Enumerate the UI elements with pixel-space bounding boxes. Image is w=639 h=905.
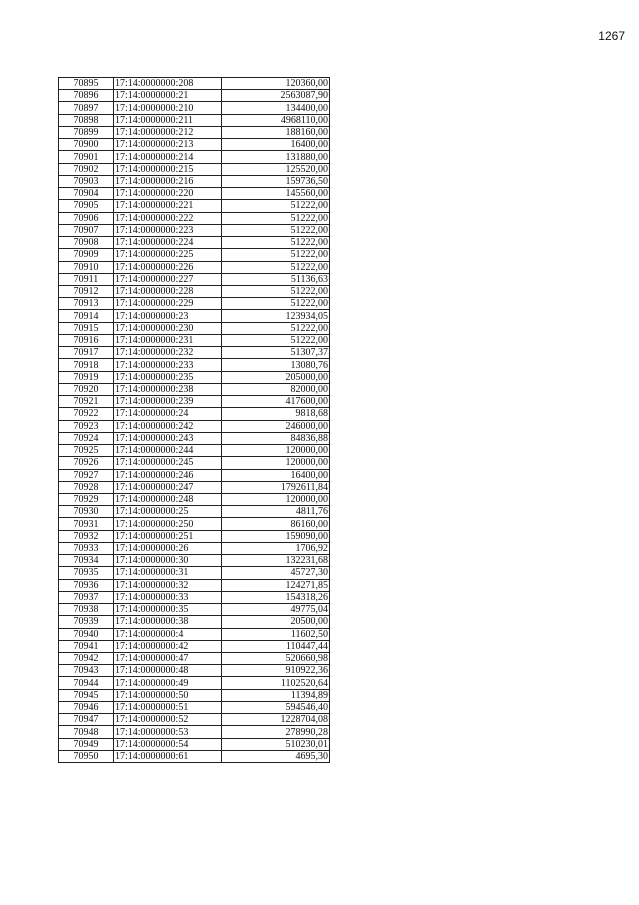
value-cell: 13080,76 bbox=[222, 359, 330, 371]
table-row bbox=[59, 212, 330, 224]
table-row bbox=[59, 518, 330, 530]
value-cell: 1228704,08 bbox=[222, 714, 330, 726]
table-row bbox=[59, 151, 330, 163]
value-cell: 120360,00 bbox=[222, 78, 330, 90]
row-number-cell: 70914 bbox=[59, 310, 114, 322]
cadastral-number-cell: 17:14:0000000:54 bbox=[114, 738, 222, 750]
value-cell: 120000,00 bbox=[222, 457, 330, 469]
value-cell: 910922,36 bbox=[222, 665, 330, 677]
row-number-cell: 70903 bbox=[59, 175, 114, 187]
value-cell: 45727,30 bbox=[222, 567, 330, 579]
row-number-cell: 70941 bbox=[59, 640, 114, 652]
row-number-cell: 70948 bbox=[59, 726, 114, 738]
value-cell: 9818,68 bbox=[222, 408, 330, 420]
row-number-cell: 70909 bbox=[59, 249, 114, 261]
cadastral-number-cell: 17:14:0000000:232 bbox=[114, 347, 222, 359]
row-number-cell: 70938 bbox=[59, 604, 114, 616]
value-cell: 123934,05 bbox=[222, 310, 330, 322]
cadastral-number-cell: 17:14:0000000:251 bbox=[114, 530, 222, 542]
row-number-cell: 70939 bbox=[59, 616, 114, 628]
cadastral-number-cell: 17:14:0000000:250 bbox=[114, 518, 222, 530]
cadastral-number-cell: 17:14:0000000:248 bbox=[114, 493, 222, 505]
table-row bbox=[59, 432, 330, 444]
value-cell: 51222,00 bbox=[222, 237, 330, 249]
table-row bbox=[59, 139, 330, 151]
row-number-cell: 70946 bbox=[59, 701, 114, 713]
table-row bbox=[59, 126, 330, 138]
table-row bbox=[59, 653, 330, 665]
table-row bbox=[59, 78, 330, 90]
value-cell: 124271,85 bbox=[222, 579, 330, 591]
table-row bbox=[59, 555, 330, 567]
table-row bbox=[59, 591, 330, 603]
value-cell: 51222,00 bbox=[222, 298, 330, 310]
table-row bbox=[59, 506, 330, 518]
table-row bbox=[59, 90, 330, 102]
cadastral-number-cell: 17:14:0000000:211 bbox=[114, 114, 222, 126]
value-cell: 4695,30 bbox=[222, 750, 330, 762]
table-row bbox=[59, 359, 330, 371]
cadastral-number-cell: 17:14:0000000:227 bbox=[114, 273, 222, 285]
table-row bbox=[59, 102, 330, 114]
value-cell: 82000,00 bbox=[222, 383, 330, 395]
table-row bbox=[59, 481, 330, 493]
value-cell: 51222,00 bbox=[222, 334, 330, 346]
value-cell: 20500,00 bbox=[222, 616, 330, 628]
value-cell: 159090,00 bbox=[222, 530, 330, 542]
value-cell: 110447,44 bbox=[222, 640, 330, 652]
row-number-cell: 70935 bbox=[59, 567, 114, 579]
value-cell: 51136,63 bbox=[222, 273, 330, 285]
cadastral-number-cell: 17:14:0000000:230 bbox=[114, 322, 222, 334]
row-number-cell: 70904 bbox=[59, 188, 114, 200]
row-number-cell: 70923 bbox=[59, 420, 114, 432]
table-row bbox=[59, 457, 330, 469]
table-row bbox=[59, 249, 330, 261]
value-cell: 51222,00 bbox=[222, 200, 330, 212]
row-number-cell: 70929 bbox=[59, 493, 114, 505]
table-row bbox=[59, 628, 330, 640]
row-number-cell: 70919 bbox=[59, 371, 114, 383]
cadastral-number-cell: 17:14:0000000:4 bbox=[114, 628, 222, 640]
value-cell: 131880,00 bbox=[222, 151, 330, 163]
table-row bbox=[59, 285, 330, 297]
table-row bbox=[59, 298, 330, 310]
row-number-cell: 70918 bbox=[59, 359, 114, 371]
cadastral-number-cell: 17:14:0000000:48 bbox=[114, 665, 222, 677]
row-number-cell: 70926 bbox=[59, 457, 114, 469]
cadastral-number-cell: 17:14:0000000:24 bbox=[114, 408, 222, 420]
row-number-cell: 70917 bbox=[59, 347, 114, 359]
row-number-cell: 70901 bbox=[59, 151, 114, 163]
row-number-cell: 70911 bbox=[59, 273, 114, 285]
value-cell: 120000,00 bbox=[222, 493, 330, 505]
cadastral-number-cell: 17:14:0000000:23 bbox=[114, 310, 222, 322]
cadastral-number-cell: 17:14:0000000:242 bbox=[114, 420, 222, 432]
row-number-cell: 70947 bbox=[59, 714, 114, 726]
row-number-cell: 70916 bbox=[59, 334, 114, 346]
row-number-cell: 70920 bbox=[59, 383, 114, 395]
table-row bbox=[59, 310, 330, 322]
cadastral-number-cell: 17:14:0000000:42 bbox=[114, 640, 222, 652]
table-row bbox=[59, 237, 330, 249]
cadastral-number-cell: 17:14:0000000:38 bbox=[114, 616, 222, 628]
table-row bbox=[59, 579, 330, 591]
table-row bbox=[59, 665, 330, 677]
table-row bbox=[59, 604, 330, 616]
cadastral-number-cell: 17:14:0000000:233 bbox=[114, 359, 222, 371]
table-row bbox=[59, 383, 330, 395]
table-row bbox=[59, 726, 330, 738]
cadastral-number-cell: 17:14:0000000:223 bbox=[114, 224, 222, 236]
cadastral-number-cell: 17:14:0000000:21 bbox=[114, 90, 222, 102]
value-cell: 134400,00 bbox=[222, 102, 330, 114]
row-number-cell: 70902 bbox=[59, 163, 114, 175]
table-row bbox=[59, 567, 330, 579]
row-number-cell: 70913 bbox=[59, 298, 114, 310]
row-number-cell: 70899 bbox=[59, 126, 114, 138]
row-number-cell: 70910 bbox=[59, 261, 114, 273]
table-row bbox=[59, 273, 330, 285]
value-cell: 594546,40 bbox=[222, 701, 330, 713]
cadastral-number-cell: 17:14:0000000:216 bbox=[114, 175, 222, 187]
row-number-cell: 70940 bbox=[59, 628, 114, 640]
table-row bbox=[59, 420, 330, 432]
cadastral-number-cell: 17:14:0000000:247 bbox=[114, 481, 222, 493]
row-number-cell: 70930 bbox=[59, 506, 114, 518]
cadastral-number-cell: 17:14:0000000:246 bbox=[114, 469, 222, 481]
row-number-cell: 70898 bbox=[59, 114, 114, 126]
value-cell: 51222,00 bbox=[222, 285, 330, 297]
row-number-cell: 70925 bbox=[59, 445, 114, 457]
value-cell: 154318,26 bbox=[222, 591, 330, 603]
cadastral-number-cell: 17:14:0000000:245 bbox=[114, 457, 222, 469]
row-number-cell: 70949 bbox=[59, 738, 114, 750]
table-row bbox=[59, 347, 330, 359]
cadastral-number-cell: 17:14:0000000:210 bbox=[114, 102, 222, 114]
value-cell: 1706,92 bbox=[222, 542, 330, 554]
cadastral-number-cell: 17:14:0000000:228 bbox=[114, 285, 222, 297]
cadastral-number-cell: 17:14:0000000:214 bbox=[114, 151, 222, 163]
row-number-cell: 70912 bbox=[59, 285, 114, 297]
cadastral-number-cell: 17:14:0000000:213 bbox=[114, 139, 222, 151]
row-number-cell: 70907 bbox=[59, 224, 114, 236]
value-cell: 188160,00 bbox=[222, 126, 330, 138]
row-number-cell: 70927 bbox=[59, 469, 114, 481]
row-number-cell: 70896 bbox=[59, 90, 114, 102]
value-cell: 51222,00 bbox=[222, 322, 330, 334]
value-cell: 51222,00 bbox=[222, 212, 330, 224]
row-number-cell: 70915 bbox=[59, 322, 114, 334]
table-row bbox=[59, 738, 330, 750]
cadastral-number-cell: 17:14:0000000:235 bbox=[114, 371, 222, 383]
table-row bbox=[59, 408, 330, 420]
registry-table bbox=[58, 77, 330, 763]
cadastral-number-cell: 17:14:0000000:35 bbox=[114, 604, 222, 616]
cadastral-number-cell: 17:14:0000000:25 bbox=[114, 506, 222, 518]
cadastral-number-cell: 17:14:0000000:224 bbox=[114, 237, 222, 249]
value-cell: 145560,00 bbox=[222, 188, 330, 200]
table-row bbox=[59, 689, 330, 701]
value-cell: 1792611,84 bbox=[222, 481, 330, 493]
table-row bbox=[59, 701, 330, 713]
value-cell: 51222,00 bbox=[222, 261, 330, 273]
row-number-cell: 70936 bbox=[59, 579, 114, 591]
row-number-cell: 70933 bbox=[59, 542, 114, 554]
value-cell: 51307,37 bbox=[222, 347, 330, 359]
registry-table-body bbox=[59, 78, 330, 763]
table-row bbox=[59, 261, 330, 273]
value-cell: 205000,00 bbox=[222, 371, 330, 383]
value-cell: 2563087,90 bbox=[222, 90, 330, 102]
table-row bbox=[59, 175, 330, 187]
table-row bbox=[59, 334, 330, 346]
row-number-cell: 70900 bbox=[59, 139, 114, 151]
value-cell: 49775,04 bbox=[222, 604, 330, 616]
cadastral-number-cell: 17:14:0000000:238 bbox=[114, 383, 222, 395]
table-row bbox=[59, 750, 330, 762]
row-number-cell: 70934 bbox=[59, 555, 114, 567]
value-cell: 1102520,64 bbox=[222, 677, 330, 689]
cadastral-number-cell: 17:14:0000000:226 bbox=[114, 261, 222, 273]
cadastral-number-cell: 17:14:0000000:221 bbox=[114, 200, 222, 212]
cadastral-number-cell: 17:14:0000000:208 bbox=[114, 78, 222, 90]
cadastral-number-cell: 17:14:0000000:244 bbox=[114, 445, 222, 457]
table-row bbox=[59, 114, 330, 126]
value-cell: 278990,28 bbox=[222, 726, 330, 738]
cadastral-number-cell: 17:14:0000000:231 bbox=[114, 334, 222, 346]
row-number-cell: 70897 bbox=[59, 102, 114, 114]
value-cell: 120000,00 bbox=[222, 445, 330, 457]
cadastral-number-cell: 17:14:0000000:52 bbox=[114, 714, 222, 726]
table-row bbox=[59, 163, 330, 175]
table-row bbox=[59, 493, 330, 505]
value-cell: 51222,00 bbox=[222, 224, 330, 236]
value-cell: 246000,00 bbox=[222, 420, 330, 432]
row-number-cell: 70906 bbox=[59, 212, 114, 224]
row-number-cell: 70942 bbox=[59, 653, 114, 665]
page-number: 1267 bbox=[598, 29, 625, 43]
value-cell: 159736,50 bbox=[222, 175, 330, 187]
cadastral-number-cell: 17:14:0000000:51 bbox=[114, 701, 222, 713]
table-row bbox=[59, 200, 330, 212]
table-row bbox=[59, 396, 330, 408]
row-number-cell: 70921 bbox=[59, 396, 114, 408]
value-cell: 417600,00 bbox=[222, 396, 330, 408]
table-row bbox=[59, 188, 330, 200]
row-number-cell: 70943 bbox=[59, 665, 114, 677]
value-cell: 16400,00 bbox=[222, 469, 330, 481]
row-number-cell: 70937 bbox=[59, 591, 114, 603]
table-row bbox=[59, 530, 330, 542]
cadastral-number-cell: 17:14:0000000:33 bbox=[114, 591, 222, 603]
value-cell: 4811,76 bbox=[222, 506, 330, 518]
cadastral-number-cell: 17:14:0000000:47 bbox=[114, 653, 222, 665]
cadastral-number-cell: 17:14:0000000:243 bbox=[114, 432, 222, 444]
cadastral-number-cell: 17:14:0000000:225 bbox=[114, 249, 222, 261]
table-row bbox=[59, 322, 330, 334]
table-row bbox=[59, 677, 330, 689]
row-number-cell: 70895 bbox=[59, 78, 114, 90]
table-row bbox=[59, 469, 330, 481]
cadastral-number-cell: 17:14:0000000:32 bbox=[114, 579, 222, 591]
cadastral-number-cell: 17:14:0000000:212 bbox=[114, 126, 222, 138]
value-cell: 132231,68 bbox=[222, 555, 330, 567]
row-number-cell: 70928 bbox=[59, 481, 114, 493]
value-cell: 510230,01 bbox=[222, 738, 330, 750]
table-row bbox=[59, 224, 330, 236]
value-cell: 86160,00 bbox=[222, 518, 330, 530]
row-number-cell: 70945 bbox=[59, 689, 114, 701]
cadastral-number-cell: 17:14:0000000:30 bbox=[114, 555, 222, 567]
table-row bbox=[59, 371, 330, 383]
value-cell: 51222,00 bbox=[222, 249, 330, 261]
cadastral-number-cell: 17:14:0000000:53 bbox=[114, 726, 222, 738]
table-row bbox=[59, 542, 330, 554]
row-number-cell: 70924 bbox=[59, 432, 114, 444]
row-number-cell: 70944 bbox=[59, 677, 114, 689]
value-cell: 4968110,00 bbox=[222, 114, 330, 126]
cadastral-number-cell: 17:14:0000000:220 bbox=[114, 188, 222, 200]
row-number-cell: 70908 bbox=[59, 237, 114, 249]
value-cell: 11602,50 bbox=[222, 628, 330, 640]
table-row bbox=[59, 640, 330, 652]
cadastral-number-cell: 17:14:0000000:239 bbox=[114, 396, 222, 408]
value-cell: 16400,00 bbox=[222, 139, 330, 151]
row-number-cell: 70931 bbox=[59, 518, 114, 530]
value-cell: 520660,98 bbox=[222, 653, 330, 665]
cadastral-number-cell: 17:14:0000000:26 bbox=[114, 542, 222, 554]
cadastral-number-cell: 17:14:0000000:50 bbox=[114, 689, 222, 701]
row-number-cell: 70932 bbox=[59, 530, 114, 542]
value-cell: 84836,88 bbox=[222, 432, 330, 444]
cadastral-number-cell: 17:14:0000000:31 bbox=[114, 567, 222, 579]
value-cell: 11394,89 bbox=[222, 689, 330, 701]
cadastral-number-cell: 17:14:0000000:61 bbox=[114, 750, 222, 762]
table-row bbox=[59, 445, 330, 457]
table-row bbox=[59, 616, 330, 628]
table-row bbox=[59, 714, 330, 726]
cadastral-number-cell: 17:14:0000000:215 bbox=[114, 163, 222, 175]
cadastral-number-cell: 17:14:0000000:229 bbox=[114, 298, 222, 310]
row-number-cell: 70950 bbox=[59, 750, 114, 762]
cadastral-number-cell: 17:14:0000000:49 bbox=[114, 677, 222, 689]
cadastral-number-cell: 17:14:0000000:222 bbox=[114, 212, 222, 224]
row-number-cell: 70905 bbox=[59, 200, 114, 212]
row-number-cell: 70922 bbox=[59, 408, 114, 420]
value-cell: 125520,00 bbox=[222, 163, 330, 175]
